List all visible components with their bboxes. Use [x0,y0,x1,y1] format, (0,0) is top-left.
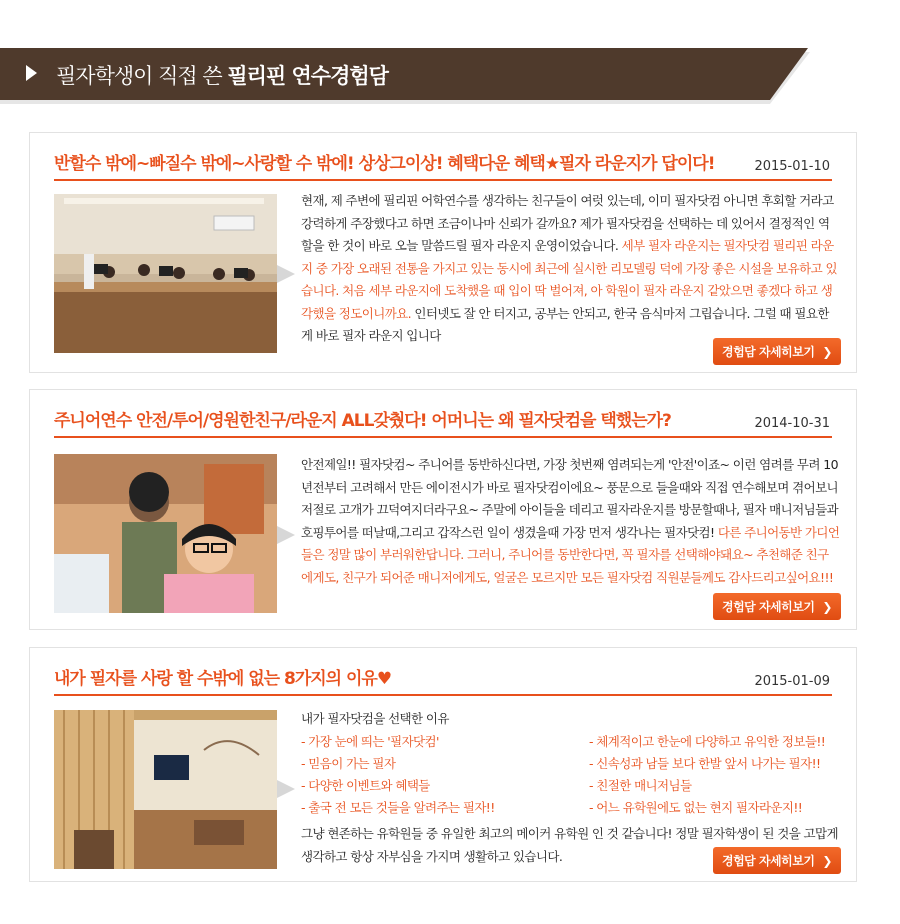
title-divider [54,694,832,696]
study-lounge-photo [54,194,277,353]
review-text: 현재, 제 주변에 필리핀 어학연수를 생각하는 친구들이 여럿 있는데, 이미 필자닷컴 아니면 후회할 거라고 강력하게 주장했다고 하면 조금이나마 신뢰가 갈까요? 제가 필자닷컴을 선택하는 데 있어서 결정적인 역할을 한 것이 바로 오늘 말씀드릴 필자 라운지 운영이었습니다. [301,193,834,253]
review-text: 안전제일!! 필자닷컴~ 주니어를 동반하신다면, 가장 첫번째 염려되는게 '안전'이죠~ 이런 염려를 무려 10년전부터 고려해서 만든 에이전시가 바로 필자닷컴이에요~ 풍문으로 들을때와 직접 연수해보며 겪어보니 저절로 고개가 끄덕여지더라구요~ 주말에 아이들을 데리고 필자라운지를 방문할때나, 필자 매니저님들과 호핑투어를 떠날때,그리고 갑작스런 일이 생겼을때 가장 먼저 생각나는 필자닷컴! [301,457,839,540]
review-card [29,132,857,373]
list-item: - 출국 전 모든 것들을 알려주는 필자!! [301,800,495,815]
photo-pointer-icon [277,265,295,283]
read-more-label: 경험담 자세히보기 [722,345,815,359]
list-item: - 체계적이고 한눈에 다양하고 유익한 정보들!! [589,734,826,749]
list-item: - 가장 눈에 띄는 '필자닷컴' [301,734,439,749]
review-closing: 그냥 현존하는 유학원들 중 유일한 최고의 메이커 유학원 인 것 같습니다! 정말 필자학생이 된 것을 고맙게 생각하고 항상 자부심을 가지며 생활하고 있습니다. [301,826,838,864]
review-date: 2015-01-09 [754,674,830,689]
chevron-right-icon: ❯ [822,853,832,868]
title-divider [54,179,832,181]
section-title [56,60,388,90]
review-title-link[interactable]: 반할수 밖에~빠질수 밖에~사랑할 수 밖에! 상상그이상! 혜택다운 혜택★필자 라운지가 답이다! [54,154,715,174]
review-title-link[interactable]: 주니어연수 안전/투어/영원한친구/라운지 ALL갖췄다! 어머니는 왜 필자닷컴을 택했는가? [54,411,671,431]
read-more-label: 경험담 자세히보기 [722,854,815,868]
reasons-list [301,731,840,821]
read-more-button[interactable] [713,847,841,874]
review-date: 2015-01-10 [754,159,830,174]
read-more-button[interactable] [713,338,841,365]
list-item: - 다양한 이벤트와 혜택들 [301,778,430,793]
review-title-link[interactable]: 내가 필자를 사랑 할 수밖에 없는 8가지의 이유♥ [54,669,392,689]
lounge-interior-photo [54,710,277,869]
chevron-right-icon: ❯ [822,344,832,359]
review-text: 인터넷도 잘 안 터지고, 공부는 안되고, 한국 음식마저 그립습니다. 그럴 때 필요한 게 바로 필자 라운지 입니다 [301,305,829,343]
list-item: - 믿음이 가는 필자 [301,756,396,771]
section-title-strong: 필리핀 연수경험담 [227,64,388,88]
photo-pointer-icon [277,780,295,798]
reasons-intro: 내가 필자닷컴을 선택한 이유 [301,711,449,726]
review-body [301,190,840,348]
review-card [29,647,857,882]
title-divider [54,436,832,438]
review-text-highlight: 다른 주니어동반 가디언들은 정말 많이 부러워한답니다. 그러니, 주니어를 동반한다면, 꼭 필자를 선택해야돼요~ 추천해준 친구에게도, 친구가 되어준 매니저에게도, 얼굴은 모르지만 모든 필자닷컴 직원분들께도 감사드리고싶어요!!! [301,524,840,585]
junior-students-photo [54,454,277,613]
read-more-button[interactable] [713,593,841,620]
review-card [29,389,857,630]
reasons-column-left [301,731,495,819]
review-date: 2014-10-31 [754,416,830,431]
read-more-label: 경험담 자세히보기 [722,600,815,614]
reasons-column-right [589,731,825,819]
list-item: - 신속성과 남들 보다 한발 앞서 나가는 필자!! [589,756,821,771]
photo-pointer-icon [277,526,295,544]
list-item: - 친절한 매니저님들 [589,778,692,793]
section-title-prefix: 필자학생이 직접 쓴 [56,64,222,88]
play-arrow-icon [26,65,37,81]
list-item: - 어느 유학원에도 없는 현지 필자라운지!! [589,800,803,815]
review-body [301,454,840,589]
chevron-right-icon: ❯ [822,599,832,614]
review-text-highlight: 세부 필자 라운지는 필자닷컴 필리핀 라운지 중 가장 오래된 전통을 가지고 있는 동시에 최근에 실시한 리모델링 덕에 가장 좋은 시설을 보유하고 있습니다. 처음 세부 라운지에 도착했을 때 입이 딱 벌어져, 아 학원이 필자 라운지 같았으면 좋겠다 하고 생각했을 정도이니까요. [301,238,837,321]
